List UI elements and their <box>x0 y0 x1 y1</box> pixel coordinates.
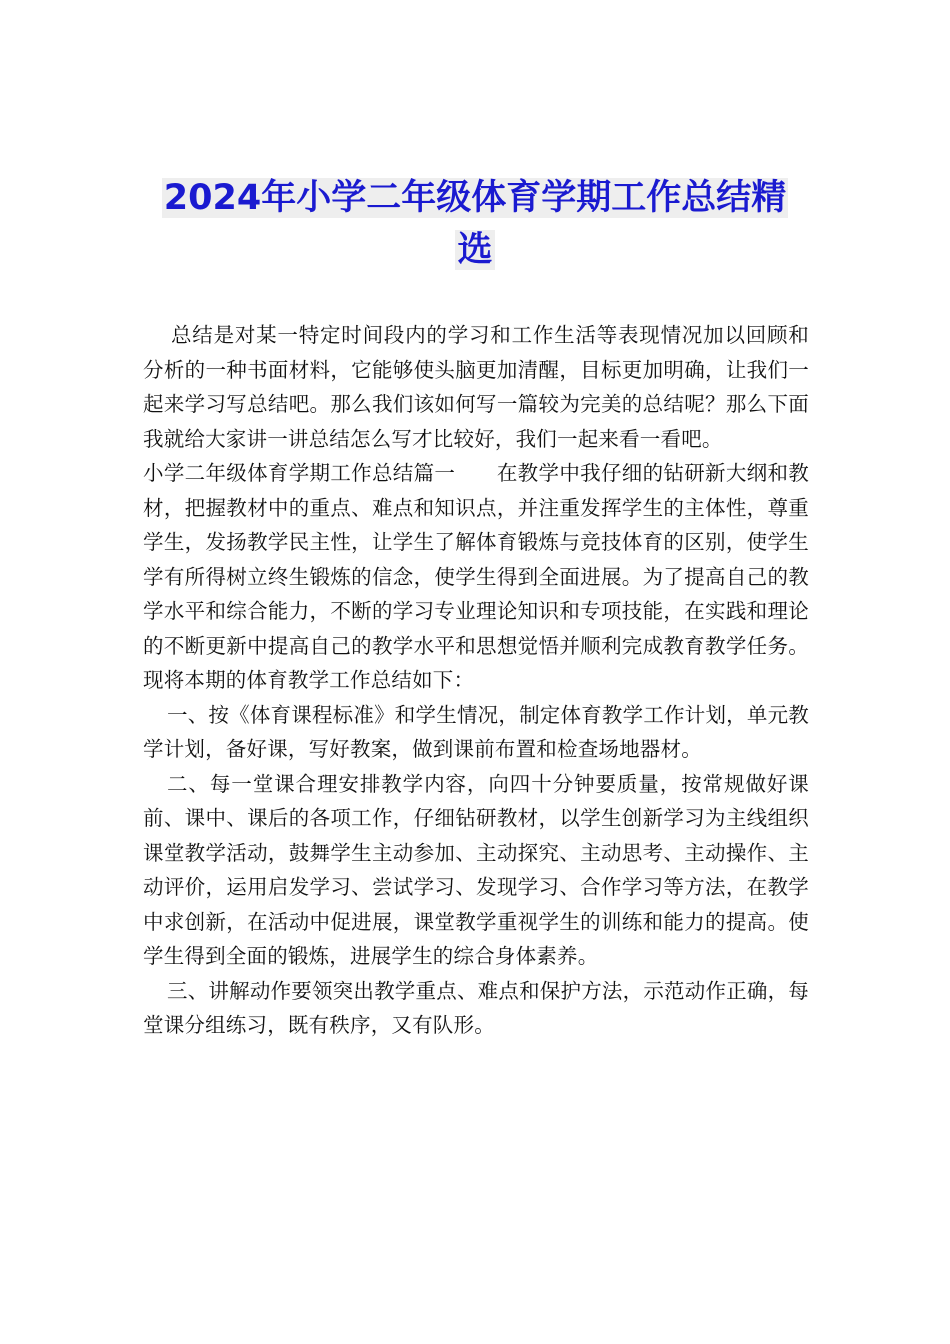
intro-paragraph: 总结是对某一特定时间段内的学习和工作生活等表现情况加以回顾和分析的一种书面材料，它能够使头脑更加清醒，目标更加明确，让我们一起来学习写总结吧。那么我们该如何写一篇较为完美的总结呢？那么下面我就给大家讲一讲总结怎么写才比较好，我们一起来看一看吧。 <box>143 323 809 451</box>
document-title <box>120 172 830 276</box>
point-one-paragraph: 一、按《体育课程标准》和学生情况，制定体育教学工作计划，单元教学计划，备好课，写好教案，做到课前布置和检查场地器材。 <box>143 702 809 761</box>
point-three-paragraph: 三、讲解动作要领突出教学重点、难点和保护方法，示范动作正确，每堂课分组练习，既有秩序，又有队形。 <box>143 978 809 1037</box>
title-line-1: 2024年小学二年级体育学期工作总结精 <box>163 178 787 218</box>
point-two-paragraph: 二、每一堂课合理安排教学内容，向四十分钟要质量，按常规做好课前、课中、课后的各项工作，仔细钻研教材，以学生创新学习为主线组织课堂教学活动，鼓舞学生主动参加、主动探究、主动思考、主动操作、主动评价，运用启发学习、尝试学习、发现学习、合作学习等方法，在教学中求创新，在活动中促进展，课堂教学重视学生的训练和能力的提高。使学生得到全面的锻炼，进展学生的综合身体素养。 <box>143 771 809 968</box>
document-body <box>143 318 809 1043</box>
section-one-paragraph: 小学二年级体育学期工作总结篇一 在教学中我仔细的钻研新大纲和教材，把握教材中的重点、难点和知识点，并注重发挥学生的主体性，尊重学生，发扬教学民主性，让学生了解体育锻炼与竞技体育的区别，使学生学有所得树立终生锻炼的信念，使学生得到全面进展。为了提高自己的教学水平和综合能力，不断的学习专业理论知识和专项技能，在实践和理论的不断更新中提高自己的教学水平和思想觉悟并顺利完成教育教学任务。现将本期的体育教学工作总结如下： <box>143 461 809 692</box>
title-line-2: 选 <box>457 230 493 270</box>
